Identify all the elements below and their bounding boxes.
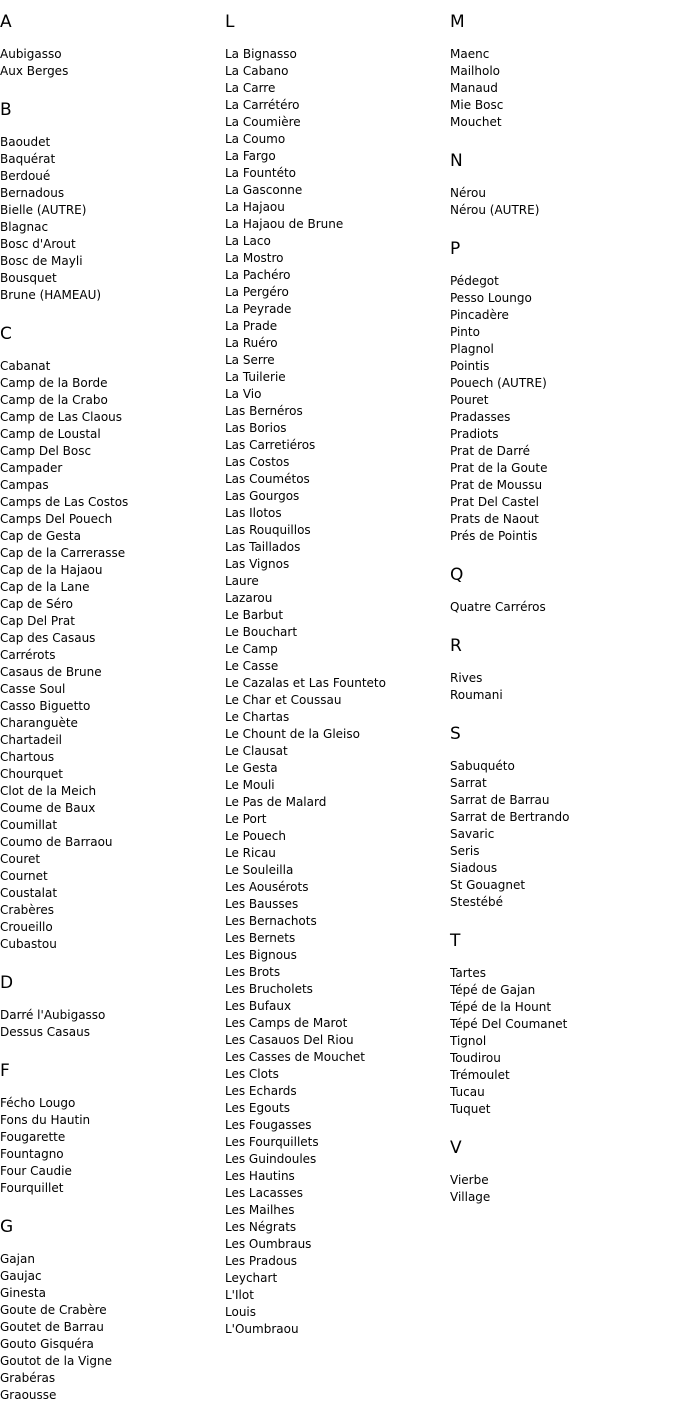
place-name-link[interactable]: Fourquillet xyxy=(0,1181,64,1195)
place-name-link[interactable]: St Gouagnet xyxy=(450,878,526,892)
place-name-link[interactable]: Camp de la Borde xyxy=(0,376,108,390)
place-name-link[interactable]: Croueillo xyxy=(0,920,53,934)
place-name-link[interactable]: Les Négrats xyxy=(225,1220,297,1234)
letter-section xyxy=(450,616,665,704)
place-name-link[interactable]: La Cabano xyxy=(225,64,289,78)
section-letter-heading: F xyxy=(0,1061,10,1081)
section-letter-heading: M xyxy=(450,12,465,32)
place-name-link[interactable]: L'Ilot xyxy=(225,1288,254,1302)
place-name-link[interactable]: La Mostro xyxy=(225,251,284,265)
place-name-link[interactable]: Pincadère xyxy=(450,308,509,322)
place-name-link[interactable]: Cournet xyxy=(0,869,48,883)
place-name-link[interactable]: Bosc de Mayli xyxy=(0,254,83,268)
place-name-link[interactable]: Camp de la Crabo xyxy=(0,393,108,407)
place-name-link[interactable]: Camps de Las Costos xyxy=(0,495,129,509)
place-name-link[interactable]: Le Gesta xyxy=(225,761,278,775)
place-name-link[interactable]: Maenc xyxy=(450,47,490,61)
place-name-link[interactable]: Charanguète xyxy=(0,716,78,730)
place-name-link[interactable]: Plagnol xyxy=(450,342,494,356)
place-name-link[interactable]: Las Gourgos xyxy=(225,489,300,503)
place-name-link[interactable]: Cap de la Carrerasse xyxy=(0,546,126,560)
letter-section xyxy=(0,953,215,1041)
place-name-link[interactable]: Clot de la Meich xyxy=(0,784,97,798)
place-name-link[interactable]: Le Mouli xyxy=(225,778,275,792)
place-name-link[interactable]: Las Rouquillos xyxy=(225,523,311,537)
place-name-link[interactable]: Les Lacasses xyxy=(225,1186,304,1200)
letter-section xyxy=(0,1041,215,1197)
place-name-link[interactable]: Aubigasso xyxy=(0,47,62,61)
letter-section xyxy=(0,1197,215,1404)
place-name-link[interactable]: Les Guindoules xyxy=(225,1152,317,1166)
place-name-link[interactable]: Camp Del Bosc xyxy=(0,444,92,458)
place-name-link[interactable]: Cap Del Prat xyxy=(0,614,75,628)
place-name-link[interactable]: Camp de Loustal xyxy=(0,427,101,441)
place-name-link[interactable]: La Pachéro xyxy=(225,268,291,282)
place-name-link[interactable]: Tépé de Gajan xyxy=(450,983,536,997)
section-letter-heading: V xyxy=(450,1138,462,1158)
place-name-link[interactable]: La Serre xyxy=(225,353,275,367)
place-name-link[interactable]: La Fountéto xyxy=(225,166,297,180)
place-name-link[interactable]: Prat de la Goute xyxy=(450,461,548,475)
place-name-link[interactable]: Seris xyxy=(450,844,480,858)
place-name-link[interactable]: Mailholo xyxy=(450,64,500,78)
section-letter-heading: C xyxy=(0,324,12,344)
place-name-link[interactable]: Cap des Casaus xyxy=(0,631,96,645)
place-name-link[interactable]: La Bignasso xyxy=(225,47,297,61)
place-name-link[interactable]: Sarrat de Bertrando xyxy=(450,810,570,824)
place-name-link[interactable]: Nérou xyxy=(450,186,486,200)
letter-section xyxy=(450,704,665,911)
place-name-link[interactable]: Pesso Loungo xyxy=(450,291,532,305)
place-name-link[interactable]: Prat de Moussu xyxy=(450,478,543,492)
place-name-link[interactable]: Le Cazalas et Las Founteto xyxy=(225,676,386,690)
place-name-link[interactable]: La Carrétéro xyxy=(225,98,300,112)
letter-section xyxy=(0,0,215,80)
place-name-link[interactable]: Le Clausat xyxy=(225,744,288,758)
place-name-link[interactable]: Le Ricau xyxy=(225,846,276,860)
place-name-link[interactable]: Trémoulet xyxy=(450,1068,510,1082)
index-column-1 xyxy=(0,0,215,1404)
place-name-link[interactable]: Las Taillados xyxy=(225,540,301,554)
letter-section xyxy=(450,1118,665,1206)
place-name-link[interactable]: Pinto xyxy=(450,325,480,339)
place-name-link[interactable]: Les Egouts xyxy=(225,1101,291,1115)
place-name-link[interactable]: Camps Del Pouech xyxy=(0,512,113,526)
letter-section xyxy=(450,219,665,545)
section-letter-heading: G xyxy=(0,1217,14,1237)
place-name-link[interactable]: Tépé de la Hount xyxy=(450,1000,552,1014)
place-name-link[interactable]: Manaud xyxy=(450,81,498,95)
place-name-link[interactable]: Camp de Las Claous xyxy=(0,410,123,424)
place-name-link[interactable]: Fons du Hautin xyxy=(0,1113,91,1127)
place-name-link[interactable]: Cap de Gesta xyxy=(0,529,81,543)
place-name-link[interactable]: Graousse xyxy=(0,1388,57,1402)
place-name-link[interactable]: Bielle (AUTRE) xyxy=(0,203,87,217)
section-letter-heading: D xyxy=(0,973,14,993)
place-name-link[interactable]: Le Barbut xyxy=(225,608,284,622)
place-name-link[interactable]: Les Bausses xyxy=(225,897,299,911)
place-name-link[interactable]: Goutet de Barrau xyxy=(0,1320,104,1334)
place-name-link[interactable]: Sabuquéto xyxy=(450,759,515,773)
place-name-link[interactable]: Louis xyxy=(225,1305,257,1319)
place-name-link[interactable]: Mouchet xyxy=(450,115,502,129)
place-name-link[interactable]: Grabéras xyxy=(0,1371,56,1385)
place-name-link[interactable]: Gouto Gisquéra xyxy=(0,1337,94,1351)
place-name-link[interactable]: Quatre Carréros xyxy=(450,600,546,614)
place-name-link[interactable]: Lazarou xyxy=(225,591,273,605)
place-name-link[interactable]: Casse Soul xyxy=(0,682,66,696)
place-name-link[interactable]: Ginesta xyxy=(0,1286,46,1300)
place-name-link[interactable]: Casso Biguetto xyxy=(0,699,91,713)
place-name-link[interactable]: La Hajaou xyxy=(225,200,285,214)
place-name-link[interactable]: Tartes xyxy=(450,966,486,980)
place-name-link[interactable]: La Coumo xyxy=(225,132,286,146)
section-letter-heading: S xyxy=(450,724,461,744)
place-name-link[interactable]: La Peyrade xyxy=(225,302,292,316)
place-name-link[interactable]: Coumillat xyxy=(0,818,58,832)
place-name-link[interactable]: Village xyxy=(450,1190,491,1204)
place-name-link[interactable]: Cap de la Lane xyxy=(0,580,90,594)
place-name-link[interactable]: Cap de la Hajaou xyxy=(0,563,103,577)
place-name-link[interactable]: Cap de Séro xyxy=(0,597,73,611)
place-name-link[interactable]: Prés de Pointis xyxy=(450,529,538,543)
place-name-link[interactable]: Prat Del Castel xyxy=(450,495,540,509)
place-name-link[interactable]: Goutot de la Vigne xyxy=(0,1354,113,1368)
place-name-link[interactable]: Aux Berges xyxy=(0,64,69,78)
letter-section xyxy=(0,80,215,304)
place-name-link[interactable]: Nérou (AUTRE) xyxy=(450,203,540,217)
section-letter-heading: A xyxy=(0,12,12,32)
place-name-link[interactable]: Les Camps de Marot xyxy=(225,1016,348,1030)
place-name-link[interactable]: Baquérat xyxy=(0,152,56,166)
place-name-link[interactable]: Rives xyxy=(450,671,483,685)
place-name-link[interactable]: Brune (HAMEAU) xyxy=(0,288,102,302)
place-name-link[interactable]: Fougarette xyxy=(0,1130,66,1144)
place-name-link[interactable]: La Pergéro xyxy=(225,285,289,299)
place-name-link[interactable]: Cubastou xyxy=(0,937,57,951)
place-name-link[interactable]: Tuquet xyxy=(450,1102,491,1116)
place-name-link[interactable]: Tignol xyxy=(450,1034,487,1048)
place-name-link[interactable]: Campader xyxy=(0,461,63,475)
place-name-link[interactable]: Carrérots xyxy=(0,648,56,662)
place-name-link[interactable]: Couret xyxy=(0,852,41,866)
place-name-link[interactable]: Les Brots xyxy=(225,965,281,979)
place-name-link[interactable]: Le Port xyxy=(225,812,267,826)
place-name-link[interactable]: Les Bernachots xyxy=(225,914,317,928)
place-name-link[interactable]: Toudirou xyxy=(450,1051,501,1065)
place-name-link[interactable]: Les Fourquillets xyxy=(225,1135,319,1149)
letter-section xyxy=(225,0,440,1338)
place-name-link[interactable]: Les Bernets xyxy=(225,931,296,945)
place-name-link[interactable]: Roumani xyxy=(450,688,503,702)
place-name-link[interactable]: Tucau xyxy=(450,1085,485,1099)
place-name-link[interactable]: La Ruéro xyxy=(225,336,278,350)
place-name-link[interactable]: Vierbe xyxy=(450,1173,489,1187)
letter-section xyxy=(0,304,215,953)
place-name-link[interactable]: L'Oumbraou xyxy=(225,1322,299,1336)
place-name-link[interactable]: Pouech (AUTRE) xyxy=(450,376,547,390)
place-name-link[interactable]: Las Bernéros xyxy=(225,404,303,418)
place-name-link[interactable]: Leychart xyxy=(225,1271,278,1285)
place-name-link[interactable]: Les Mailhes xyxy=(225,1203,295,1217)
place-name-link[interactable]: Pradasses xyxy=(450,410,511,424)
place-name-link[interactable]: La Gasconne xyxy=(225,183,303,197)
place-name-link[interactable]: Bernadous xyxy=(0,186,65,200)
place-name-link[interactable]: Bousquet xyxy=(0,271,57,285)
place-name-link[interactable]: Le Camp xyxy=(225,642,278,656)
section-letter-heading: T xyxy=(450,931,461,951)
place-name-link[interactable]: Les Echards xyxy=(225,1084,297,1098)
section-letter-heading: B xyxy=(0,100,12,120)
place-name-link[interactable]: Mie Bosc xyxy=(450,98,504,112)
place-name-link[interactable]: Les Casses de Mouchet xyxy=(225,1050,366,1064)
place-name-link[interactable]: Fountagno xyxy=(0,1147,64,1161)
place-name-link[interactable]: Le Char et Coussau xyxy=(225,693,342,707)
place-name-link[interactable]: Savaric xyxy=(450,827,495,841)
place-name-link[interactable]: Blagnac xyxy=(0,220,49,234)
place-name-link[interactable]: Las Ilotos xyxy=(225,506,282,520)
section-letter-heading: R xyxy=(450,636,462,656)
place-name-link[interactable]: La Laco xyxy=(225,234,271,248)
index-column-3 xyxy=(450,0,665,1206)
place-name-link[interactable]: Darré l'Aubigasso xyxy=(0,1008,106,1022)
place-name-link[interactable]: La Fargo xyxy=(225,149,276,163)
place-name-link[interactable]: Le Bouchart xyxy=(225,625,298,639)
place-name-link[interactable]: Goute de Crabère xyxy=(0,1303,107,1317)
place-name-link[interactable]: Les Clots xyxy=(225,1067,279,1081)
letter-section xyxy=(450,131,665,219)
place-name-link[interactable]: Casaus de Brune xyxy=(0,665,102,679)
place-name-link[interactable]: Baoudet xyxy=(0,135,51,149)
place-name-link[interactable]: Siadous xyxy=(450,861,498,875)
place-name-link[interactable]: Four Caudie xyxy=(0,1164,72,1178)
place-name-link[interactable]: Chourquet xyxy=(0,767,63,781)
place-name-link[interactable]: Sarrat xyxy=(450,776,487,790)
place-name-link[interactable]: Coustalat xyxy=(0,886,58,900)
place-name-link[interactable]: Les Brucholets xyxy=(225,982,313,996)
place-name-link[interactable]: Las Borios xyxy=(225,421,287,435)
letter-section xyxy=(450,911,665,1118)
place-name-link[interactable]: Les Aousérots xyxy=(225,880,309,894)
place-name-link[interactable]: Coumo de Barraou xyxy=(0,835,113,849)
place-name-link[interactable]: Coume de Baux xyxy=(0,801,96,815)
place-name-link[interactable]: La Hajaou de Brune xyxy=(225,217,344,231)
place-name-link[interactable]: La Coumière xyxy=(225,115,301,129)
place-name-link[interactable]: Stestébé xyxy=(450,895,504,909)
place-name-link[interactable]: Les Pradous xyxy=(225,1254,298,1268)
place-name-link[interactable]: Pédegot xyxy=(450,274,499,288)
place-name-link[interactable]: Gaujac xyxy=(0,1269,42,1283)
index-column-2 xyxy=(225,0,440,1338)
section-letter-heading: L xyxy=(225,12,235,32)
place-name-link[interactable]: Pradiots xyxy=(450,427,499,441)
place-name-link[interactable]: Les Hautins xyxy=(225,1169,295,1183)
place-name-link[interactable]: Chartous xyxy=(0,750,55,764)
place-name-link[interactable]: Sarrat de Barrau xyxy=(450,793,550,807)
section-letter-heading: N xyxy=(450,151,463,171)
place-name-link[interactable]: Le Pouech xyxy=(225,829,287,843)
place-name-link[interactable]: Le Chartas xyxy=(225,710,290,724)
place-name-link[interactable]: Campas xyxy=(0,478,49,492)
place-name-link[interactable]: Las Carretiéros xyxy=(225,438,316,452)
place-name-link[interactable]: Las Costos xyxy=(225,455,290,469)
place-name-link[interactable]: Le Chount de la Gleiso xyxy=(225,727,360,741)
place-name-link[interactable]: Laure xyxy=(225,574,259,588)
place-name-link[interactable]: Las Coumétos xyxy=(225,472,310,486)
place-name-link[interactable]: Berdoué xyxy=(0,169,51,183)
place-name-link[interactable]: Dessus Casaus xyxy=(0,1025,90,1039)
place-name-link[interactable]: Tépé Del Coumanet xyxy=(450,1017,568,1031)
place-name-link[interactable]: Le Casse xyxy=(225,659,279,673)
place-name-link[interactable]: Les Oumbraus xyxy=(225,1237,312,1251)
section-letter-heading: P xyxy=(450,239,461,259)
place-name-link[interactable]: Le Souleilla xyxy=(225,863,294,877)
place-name-link[interactable]: La Prade xyxy=(225,319,278,333)
place-name-link[interactable]: Le Pas de Malard xyxy=(225,795,327,809)
place-name-link[interactable]: Bosc d'Arout xyxy=(0,237,76,251)
place-name-link[interactable]: Cabanat xyxy=(0,359,51,373)
place-name-link[interactable]: Gajan xyxy=(0,1252,35,1266)
place-name-link[interactable]: Les Casauos Del Riou xyxy=(225,1033,354,1047)
place-name-link[interactable]: Prat de Darré xyxy=(450,444,531,458)
place-name-link[interactable]: Les Bufaux xyxy=(225,999,292,1013)
place-name-link[interactable]: Las Vignos xyxy=(225,557,290,571)
place-name-link[interactable]: Pouret xyxy=(450,393,489,407)
place-name-link[interactable]: Les Bignous xyxy=(225,948,297,962)
place-name-link[interactable]: Prats de Naout xyxy=(450,512,539,526)
place-name-link[interactable]: Crabères xyxy=(0,903,54,917)
letter-section xyxy=(450,545,665,616)
section-letter-heading: Q xyxy=(450,565,464,585)
letter-section xyxy=(450,0,665,131)
place-name-link[interactable]: La Carre xyxy=(225,81,276,95)
place-name-link[interactable]: Les Fougasses xyxy=(225,1118,312,1132)
place-name-link[interactable]: La Tuilerie xyxy=(225,370,286,384)
place-name-link[interactable]: Chartadeil xyxy=(0,733,62,747)
place-name-link[interactable]: Fécho Lougo xyxy=(0,1096,76,1110)
place-name-link[interactable]: La Vio xyxy=(225,387,262,401)
place-name-link[interactable]: Pointis xyxy=(450,359,490,373)
